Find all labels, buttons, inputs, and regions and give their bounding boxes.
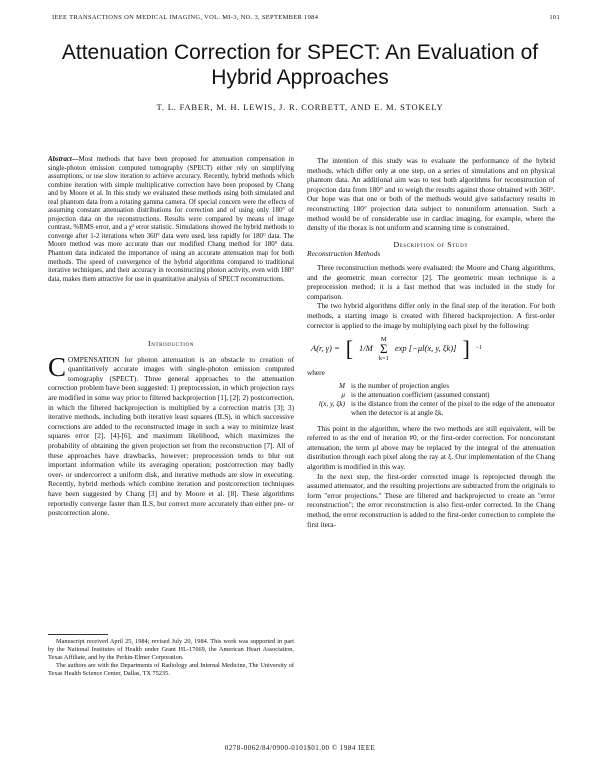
equation-lhs: A(r, γ) =: [311, 343, 340, 354]
iteration-paragraph: This point in the algorithm, where the two methods are still equivalent, will be referred to as the end of iteration #0, or the first-order correction. For nonconstant attenuation, the term μl above may be replaced by the integral of the attenuation distribution through each pixel along the ray at ξ. Our implementation of the Chang algorithm is modified in this way.: [307, 423, 555, 472]
intro-text: OMPENSATION for photon attenuation is an obstacle to creation of quantitatively accurate images with single-photon emission computed tomography (SPECT). Three general approaches to the attenuation correction problem have been suggested: 1) preprocession, in which projection rays are modified in some way prior to filtered backprojection [1], [2]; 2) postcorrection, in which the filtered backprojection is multiplied by a correction matrix [3]; 3) iterative methods, including both iterative least squares (ILS), in which successive corrections are added to the reconstructed image in such a way to minimize least squares error [2], [4]-[6], and maximum likelihood, which maximizes the probability of obtaining the given projection set from the reconstruction [7]. All of these approaches have drawbacks, however; preprocession tends to blur out important information while its averaging operation; postcorrection may badly over- or undercorrect a uniform disk, and iterative methods are slow in executing. Recently, hybrid methods which combine iteration and postcorrection techniques have been suggested by Chang [3] and by Moore et al. [8]. These algorithms reportedly converge faster than ILS, but correct more accurately than either pre- or postcorrection alone.: [48, 354, 294, 518]
next-step-paragraph: In the next step, the first-order corrected image is reprojected through the assumed attenuator, and the resulting projections are subtracted from the originals to form "error projections." These are filtered and backprojected to create an "error reconstruction"; the error reconstruction is also first-order corrected. In the Chang method, the error reconstruction is added to the first-order correction to complete the first itera-: [307, 471, 555, 529]
abstract-text: Most methods that have been proposed for attenuation compensation in single-photon emission computed tomography (SPECT) either rely on simplifying assumptions, or use slow iteration to achieve accuracy. Recently, hybrid methods which combine iteration with simple multiplicative correction have been proposed by Chang and by Moore et al. In this study we evaluated these methods using both simulated and real phantom data from a rotating gamma camera. Of special concern were the effects of assuming constant attenuation distributions for correction and of using only 180° of projection data on the reconstructions. Results were compared by means of image contrast, %RMS error, and a χ² error statistic. Simulations showed the hybrid methods to converge after 1-2 iterations when 360° data were used, less rapidly for 180° data. The Moore method was more accurate than our modified Chang method for 180° data. Phantom data indicated the importance of using an accurate attenuation map for both methods. The speed of convergence of the hybrid algorithms compared to traditional iterative techniques, and their accuracy in reconstructing photon activity, even with 180° data, makes them attractive for use in quantitative analysis of SPECT reconstructions.: [48, 156, 294, 283]
definition-symbol: M: [339, 381, 345, 390]
equation-term: exp [−μl(x, y, ξk)]: [394, 343, 457, 354]
methods-paragraph: Three reconstruction methods were evaluated: the Moore and Chang algorithms, and the geometric mean corrector [2]. The geometric mean technique is a preprocession method; it is a fast method that was included in the study for comparison.: [307, 262, 555, 301]
hybrid-paragraph: The two hybrid algorithms differ only in the final step of the iteration. For both methods, a starting image is created with filtered backprojection. A first-order corrector is applied to the image by multiplying each pixel by the following:: [307, 301, 555, 330]
summation-upper: M: [380, 336, 387, 344]
correction-equation: [307, 330, 555, 368]
definition-text: is the distance from the center of the pixel to the edge of the attenuator when the detector is at angle ξk.: [351, 399, 555, 417]
right-column: [307, 156, 555, 529]
definition-text: is the number of projection angles: [351, 381, 450, 390]
definition-row: [307, 400, 555, 418]
summation: [379, 336, 389, 362]
right-bracket: ]: [462, 336, 470, 362]
footnote: [48, 638, 294, 678]
author-list: T. L. FABER, M. H. LEWIS, J. R. CORBETT, AND E. M. STOKELY: [156, 102, 444, 112]
copyright-footer: 0278-0062/84/0900-0101$01.00 © 1984 IEEE: [224, 744, 376, 752]
sigma-icon: Σ: [380, 341, 388, 357]
subsection-heading: Reconstruction Methods: [307, 249, 381, 259]
abstract-paragraph: [48, 156, 294, 284]
abstract: [48, 156, 294, 284]
left-bracket: [: [345, 336, 354, 362]
footnote-affiliation: The authors are with the Departments of Radiology and Internal Medicine, The University of Texas Health Science Center, Dallas, TX 75235.: [48, 661, 294, 677]
definition-row: [307, 382, 555, 391]
section-heading: Description of Study: [393, 239, 469, 249]
definition-symbol: μ: [341, 390, 345, 399]
abstract-lead: Abstract—: [48, 156, 79, 163]
where-label: where: [307, 368, 325, 378]
definition-text: is the attenuation coefficient (assumed constant): [351, 390, 490, 399]
footnote-received: Manuscript received April 25, 1984; revised July 20, 1984. This work was supported in part by the National Institutes of Health under Grant HL-17669, the American Heart Association, Texas Affiliate, and by the Perkin-Elmer Corporation.: [48, 638, 294, 661]
equation-inner: 1/M: [359, 343, 373, 354]
drop-cap: C: [48, 351, 67, 382]
introduction: [48, 339, 294, 518]
definition-symbol: l(x, y, ξk): [318, 399, 345, 408]
footnote-rule: [48, 634, 108, 635]
intro-heading: Introduction: [148, 339, 194, 348]
paper-title: Attenuation Correction for SPECT: An Evaluation of Hybrid Approaches: [61, 41, 539, 89]
definition-row: [307, 391, 555, 400]
running-header: IEEE TRANSACTIONS ON MEDICAL IMAGING, VOL. MI-3, NO. 3, SEPTEMBER 1984: [52, 14, 319, 21]
summation-lower: k=1: [378, 355, 389, 363]
equation-exponent: −1: [475, 345, 483, 352]
definitions: [307, 382, 555, 418]
intention-paragraph: The intention of this study was to evaluate the performance of the hybrid methods, which differ only at one step, on a series of simulations and on physical phantom data. An additional aim was to test both algorithms for reconstruction of projection data from 180° and to weigh the results against those obtained with 360°. Our hope was that one or both of the methods would give satisfactory results in reconstructing 180° projection data subject to nonuniform attenuation. Such a method would be of considerable use in cardiac imaging, for example, where the density of the thorax is not uniform and scanning time is constrained.: [307, 156, 555, 233]
page-number: 101: [549, 14, 560, 21]
intro-paragraph: [48, 351, 294, 518]
